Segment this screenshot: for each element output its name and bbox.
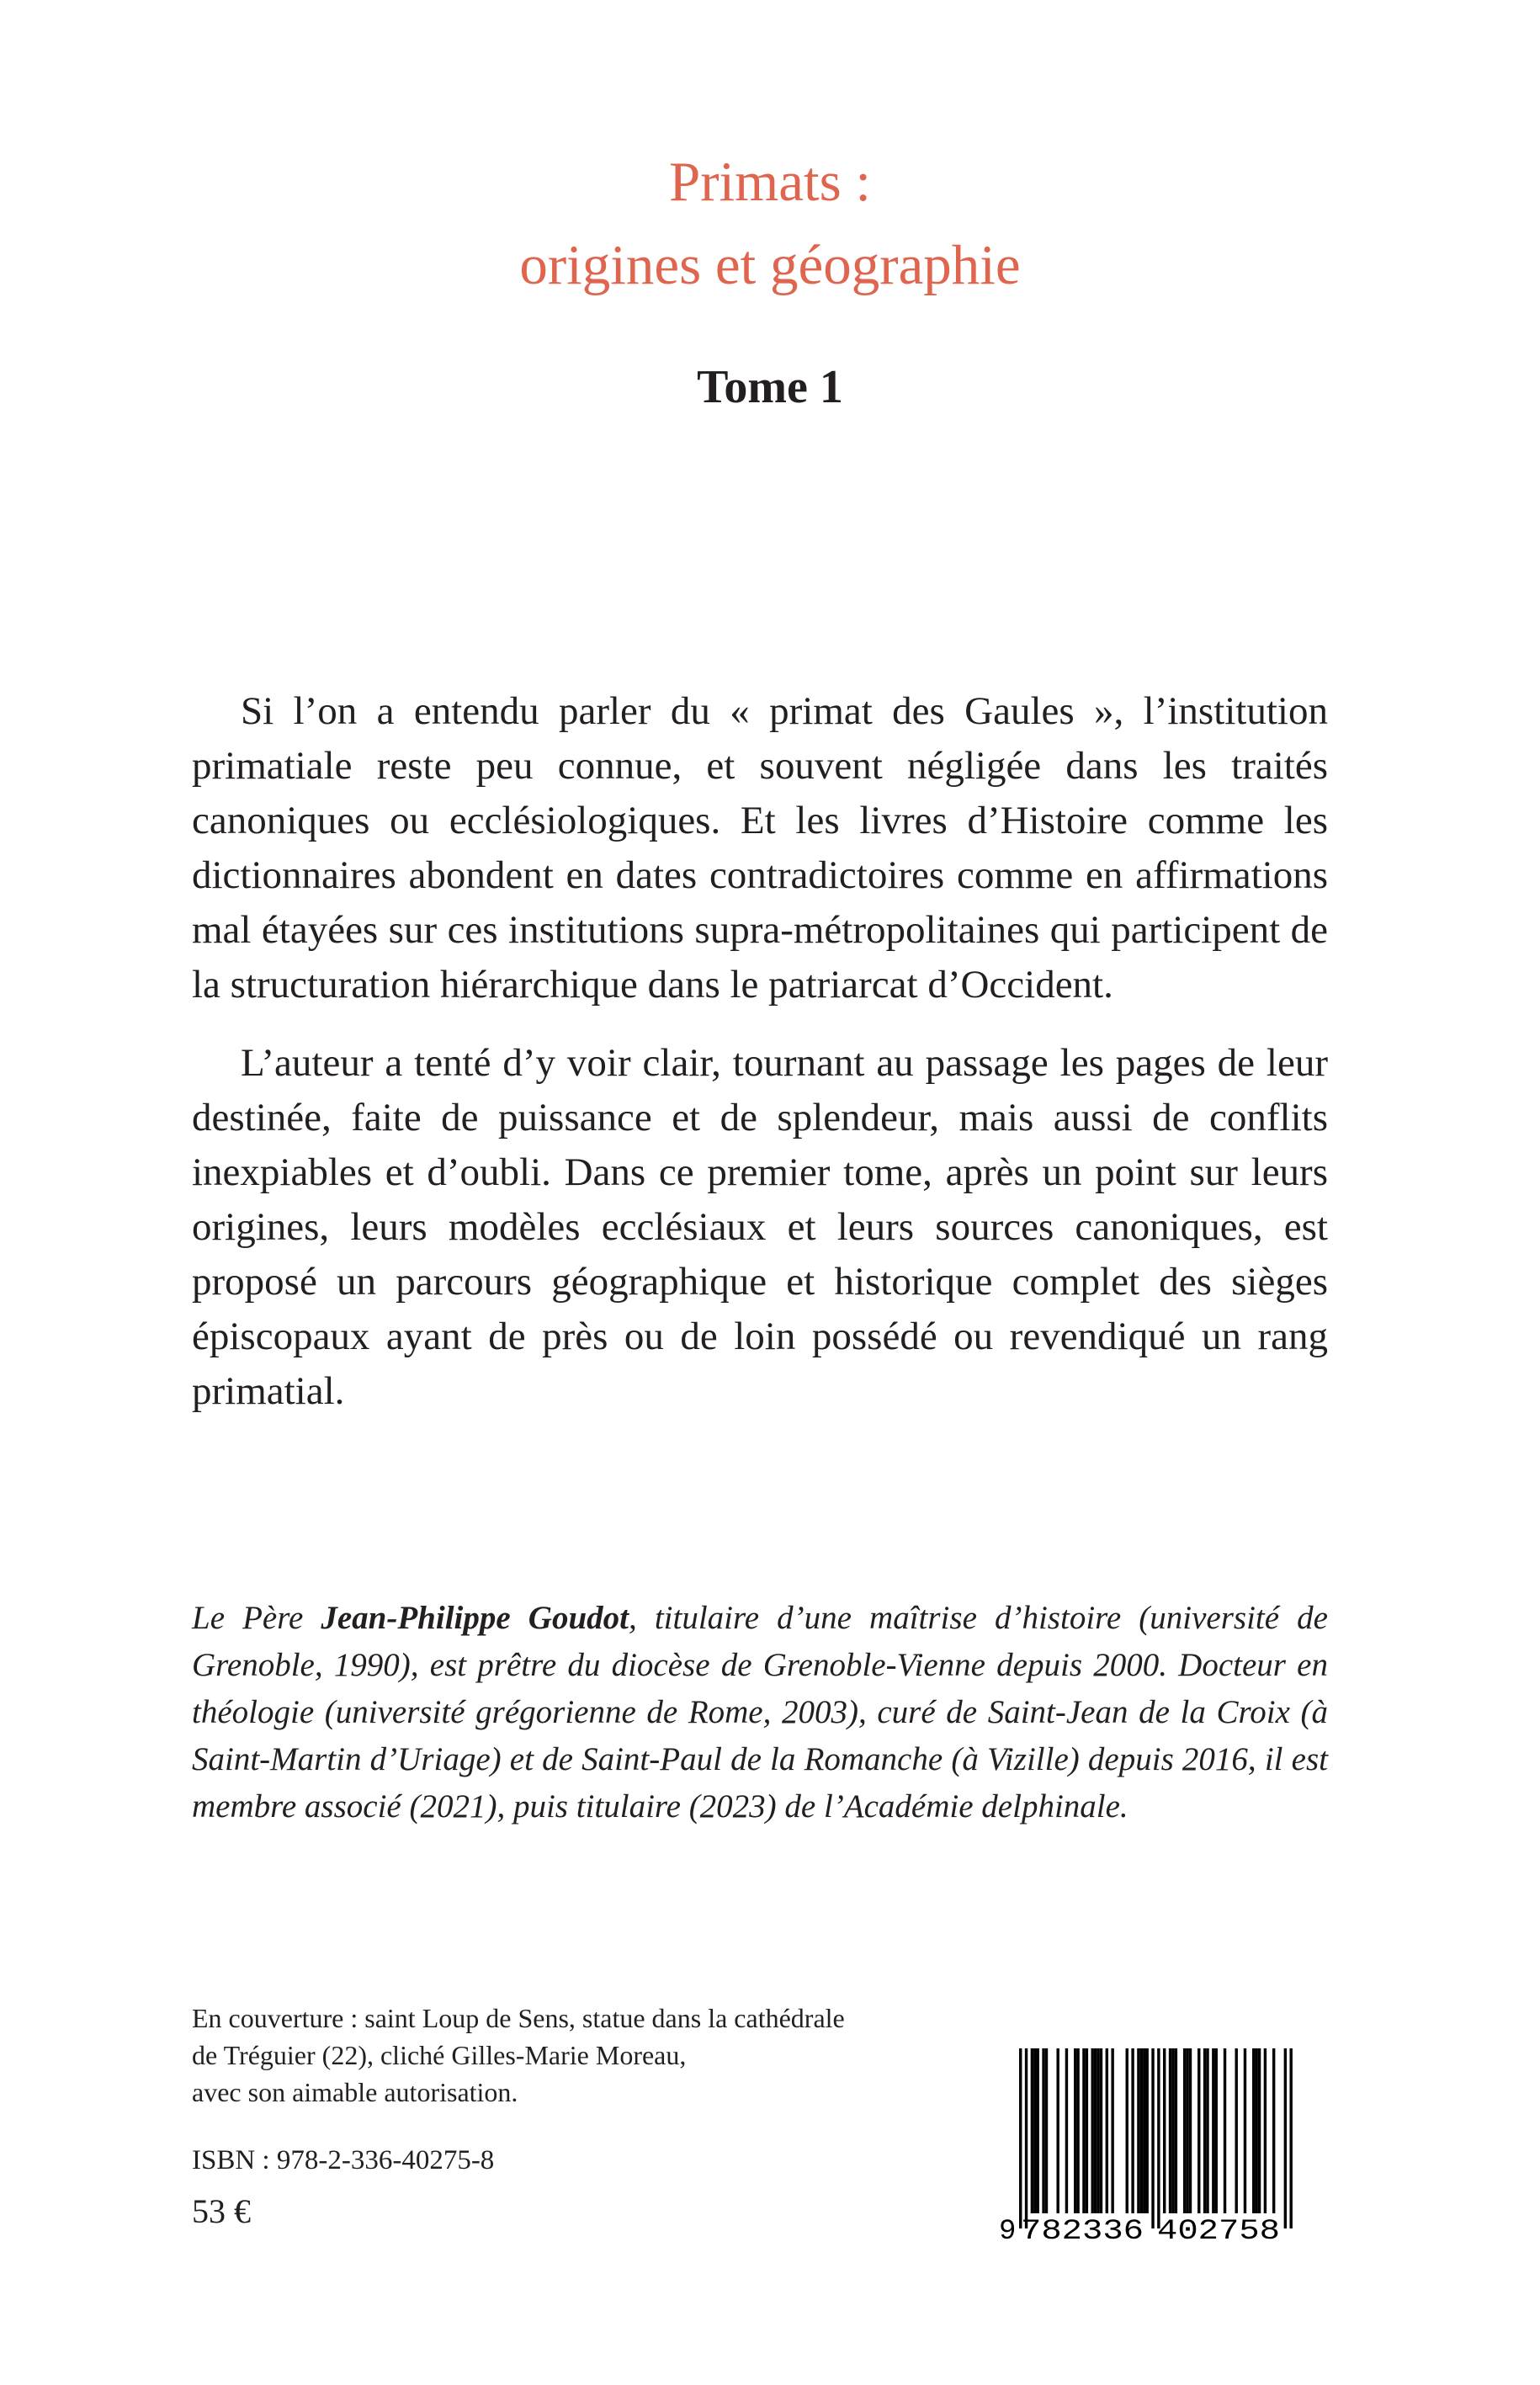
barcode-bar bbox=[1106, 2048, 1108, 2213]
barcode-bar bbox=[1183, 2048, 1186, 2213]
barcode-guard-bar bbox=[1284, 2048, 1287, 2228]
summary-paragraph-2: L’auteur a tenté d’y voir clair, tournant au passage les pages de leur destinée, faite de puissance et de splendeur, mais aussi de conflits inexpiables et d’oubli. Dans ce premier tome, après un point sur leurs origines, leurs modèles ecclésiaux et leurs sources canoniques, est proposé un parcours géographique et historique complet des sièges épiscopaux ayant de près ou de loin possédé ou revendiqué un rang primatial. bbox=[192, 1041, 1328, 1413]
barcode-bar bbox=[1206, 2048, 1208, 2213]
barcode-bar bbox=[1091, 2048, 1094, 2213]
barcode-guard-bar bbox=[1151, 2048, 1154, 2228]
barcode-bar bbox=[1258, 2048, 1261, 2213]
barcode-bar bbox=[1094, 2048, 1097, 2213]
barcode-left-digits: 782336 bbox=[1021, 2216, 1144, 2243]
barcode-bar bbox=[1169, 2048, 1171, 2213]
cover-credit-line-3: avec son aimable autorisation. bbox=[192, 2077, 518, 2107]
barcode-guard-bar bbox=[1157, 2048, 1160, 2228]
barcode-bar bbox=[1056, 2048, 1059, 2213]
author-bio-prefix: Le Père bbox=[192, 1600, 321, 1636]
barcode-bar bbox=[1212, 2048, 1214, 2213]
isbn-label: ISBN : 978-2-336-40275-8 bbox=[192, 2145, 495, 2175]
barcode-bar bbox=[1097, 2048, 1099, 2213]
barcode-bar bbox=[1189, 2048, 1192, 2213]
barcode-bar bbox=[1126, 2048, 1128, 2213]
barcode bbox=[990, 2045, 1295, 2243]
barcode-bar bbox=[1272, 2048, 1275, 2213]
author-bio-text: , titulaire d’une maîtrise d’histoire (université de Grenoble, 1990), est prêtre du diocèse de Grenoble-Vienne depuis 2000. Docteur en théologie (université grégorienne de Rome, 2003), curé de Saint-Jean de la Croix (à Saint-Martin d’Uriage) et de Saint-Paul de la Romanche (à Vizille) depuis 2016, il est membre associé (2021), puis titulaire (2023) de l’Académie delphinale. bbox=[192, 1600, 1328, 1825]
barcode-bar bbox=[1143, 2048, 1145, 2213]
barcode-bar bbox=[1042, 2048, 1044, 2213]
barcode-bar bbox=[1074, 2048, 1076, 2213]
barcode-bar bbox=[1203, 2048, 1206, 2213]
barcode-bar bbox=[1197, 2048, 1200, 2213]
barcode-bar bbox=[1145, 2048, 1148, 2213]
barcode-bar bbox=[1100, 2048, 1102, 2213]
barcode-bar bbox=[1215, 2048, 1218, 2213]
barcode-bar bbox=[1033, 2048, 1036, 2213]
barcode-bar bbox=[1224, 2048, 1226, 2213]
barcode-bar bbox=[1244, 2048, 1246, 2213]
barcode-bar bbox=[1252, 2048, 1255, 2213]
barcode-bar bbox=[1137, 2048, 1139, 2213]
barcode-bar bbox=[1045, 2048, 1048, 2213]
summary-paragraph-1: Si l’on a entendu parler du « primat des Gaules », l’institution primatiale reste peu connue, et souvent négligée dans les traités canoniques ou ecclésiologiques. Et les livres d’Histoire comme les dictionnaires abondent en dates contradictoires comme en affirmations mal étayées sur ces institutions supra-métropolitaines qui participent de la structuration hiérarchique dans le patriarcat d’Occident. bbox=[192, 689, 1328, 1007]
volume-label: Tome 1 bbox=[697, 361, 843, 413]
book-summary bbox=[192, 684, 1328, 1419]
barcode-bar bbox=[1086, 2048, 1088, 2213]
barcode-guard-bar bbox=[1289, 2048, 1292, 2228]
cover-credit bbox=[192, 2000, 845, 2111]
barcode-bar bbox=[1131, 2048, 1134, 2213]
price-label: 53 € bbox=[192, 2192, 251, 2230]
author-name: Jean-Philippe Goudot bbox=[321, 1600, 629, 1636]
barcode-bar bbox=[1264, 2048, 1267, 2213]
barcode-bar bbox=[1082, 2048, 1085, 2213]
barcode-bar bbox=[1065, 2048, 1068, 2213]
cover-credit-line-2: de Tréguier (22), cliché Gilles-Marie Moreau, bbox=[192, 2040, 687, 2070]
barcode-right-digits: 402758 bbox=[1157, 2216, 1280, 2243]
barcode-bar bbox=[1171, 2048, 1174, 2213]
barcode-bar bbox=[1235, 2048, 1238, 2213]
barcode-graphic bbox=[990, 2045, 1295, 2243]
barcode-bar bbox=[1255, 2048, 1257, 2213]
barcode-guard-bar bbox=[1019, 2048, 1022, 2228]
barcode-bar bbox=[1031, 2048, 1033, 2213]
barcode-bar bbox=[1111, 2048, 1113, 2213]
barcode-first-digit: 9 bbox=[999, 2216, 1017, 2243]
barcode-bar bbox=[1163, 2048, 1166, 2213]
book-title-line-1: Primats : bbox=[668, 151, 872, 213]
barcode-guard-bar bbox=[1025, 2048, 1028, 2228]
cover-credit-line-1: En couverture : saint Loup de Sens, statue dans la cathédrale bbox=[192, 2003, 845, 2033]
barcode-bar bbox=[1175, 2048, 1177, 2213]
author-bio-paragraph bbox=[192, 1595, 1328, 1830]
barcode-bar bbox=[1037, 2048, 1039, 2213]
barcode-bar bbox=[1140, 2048, 1143, 2213]
barcode-bar bbox=[1076, 2048, 1079, 2213]
author-bio bbox=[192, 1595, 1328, 1830]
barcode-bar bbox=[1186, 2048, 1188, 2213]
book-title-line-2: origines et géographie bbox=[519, 234, 1021, 296]
